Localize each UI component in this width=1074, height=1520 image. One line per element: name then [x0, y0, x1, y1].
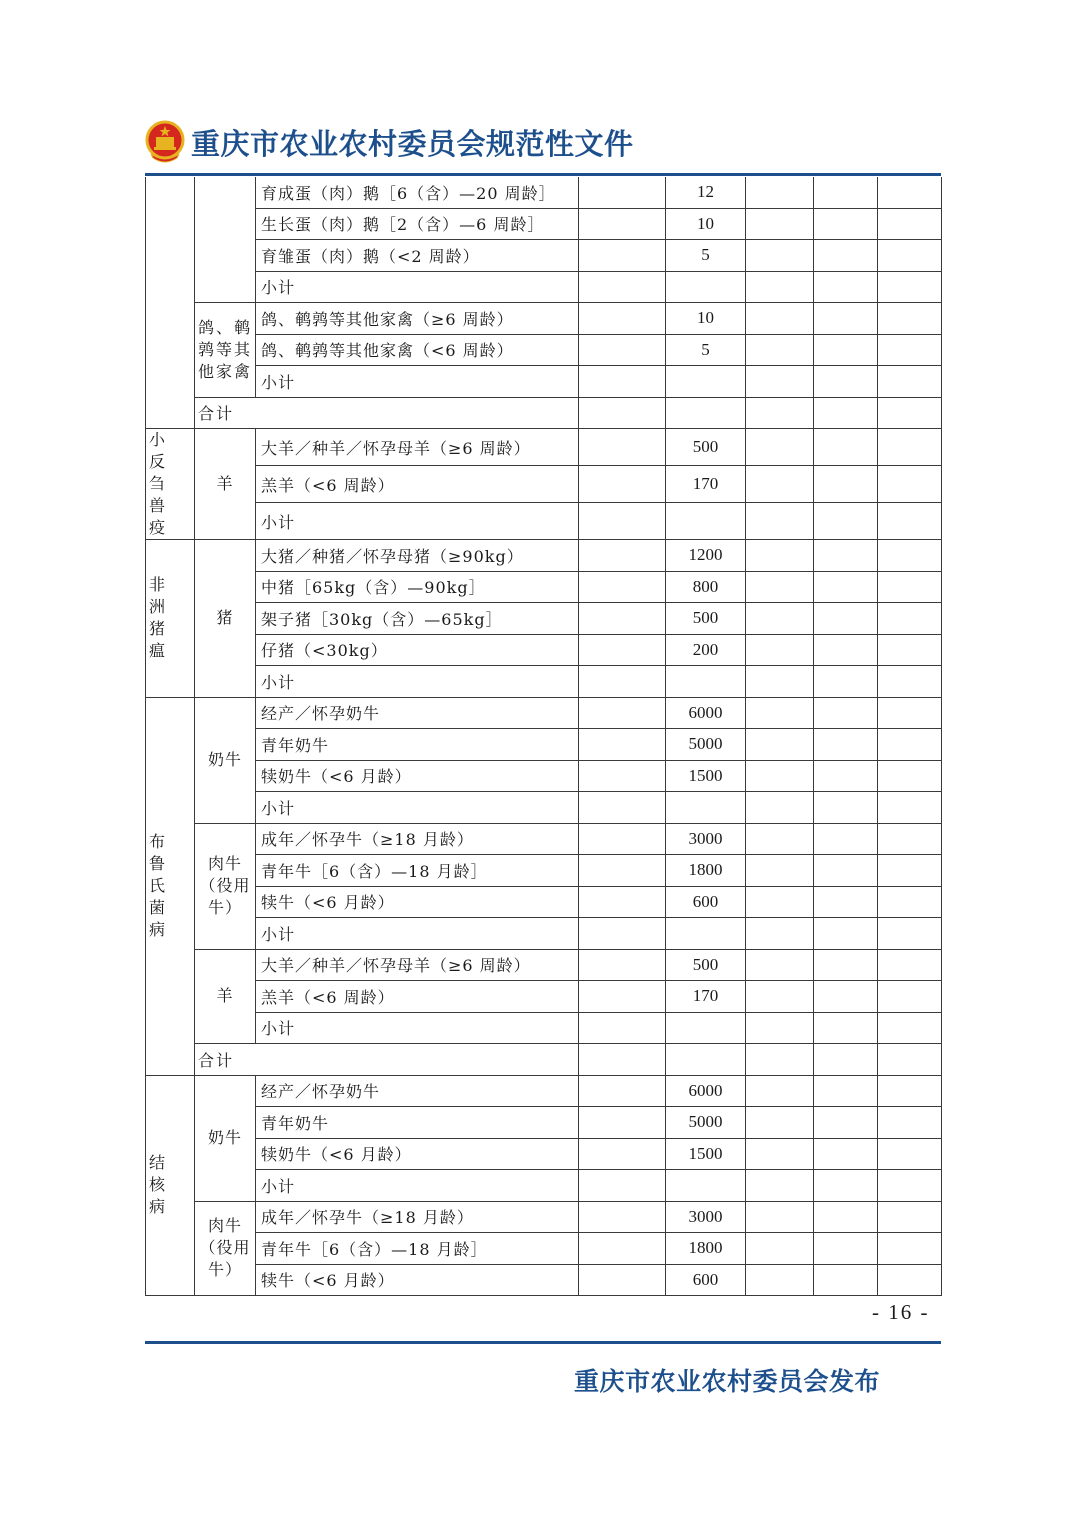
table-row: [146, 666, 942, 698]
value-cell: 10: [666, 303, 746, 335]
table-row: [146, 729, 942, 761]
item-cell: 羔羊（<6 周龄）: [256, 466, 579, 503]
value-cell: 200: [666, 634, 746, 666]
value-cell: 12: [666, 177, 746, 208]
value-cell: [666, 366, 746, 398]
disease-cell: 非洲猪瘟: [146, 540, 195, 698]
table-row: [146, 855, 942, 887]
footer-publisher: 重庆市农业农村委员会发布: [574, 1367, 881, 1396]
value-cell: 500: [666, 949, 746, 981]
value-cell: [666, 503, 746, 540]
value-cell: 600: [666, 886, 746, 918]
item-cell: 中猪［65kg（含）—90kg］: [256, 571, 579, 603]
value-cell: 500: [666, 603, 746, 635]
value-cell: 170: [666, 981, 746, 1013]
table-row: [146, 271, 942, 303]
disease-cell: 小反刍兽疫: [146, 429, 195, 540]
item-cell: 架子猪［30kg（含）—65kg］: [256, 603, 579, 635]
value-cell: [666, 918, 746, 950]
value-cell: [666, 1170, 746, 1202]
value-cell: [666, 1012, 746, 1044]
category-cell: 奶牛: [195, 1075, 256, 1201]
value-cell: 1800: [666, 1233, 746, 1265]
value-cell: 3000: [666, 1201, 746, 1233]
item-cell: 大羊／种羊／怀孕母羊（≥6 周龄）: [256, 949, 579, 981]
item-cell: 青年奶牛: [256, 1107, 579, 1139]
category-cell: 鸽、鹌鹑等其他家禽: [195, 303, 256, 398]
table-row: [146, 303, 942, 335]
category-cell: 猪: [195, 540, 256, 698]
category-cell: 羊: [195, 949, 256, 1044]
item-cell: 经产／怀孕奶牛: [256, 1075, 579, 1107]
disease-cell-continued: [146, 177, 195, 429]
subtotal-cell: 小计: [256, 1012, 579, 1044]
item-cell: 犊奶牛（<6 月龄）: [256, 760, 579, 792]
table-row: [146, 634, 942, 666]
value-cell: 5000: [666, 729, 746, 761]
item-cell: 仔猪（<30kg）: [256, 634, 579, 666]
category-cell: 肉牛（役用牛）: [195, 823, 256, 949]
table-row: [146, 1170, 942, 1202]
item-cell: 犊牛（<6 月龄）: [256, 1264, 579, 1296]
item-cell: 生长蛋（肉）鹅［2（含）—6 周龄］: [256, 208, 579, 240]
subtotal-cell: 小计: [256, 666, 579, 698]
table-row: [146, 334, 942, 366]
disease-cell: 布鲁氏菌病: [146, 697, 195, 1075]
item-cell: 青年牛［6（含）—18 月龄］: [256, 855, 579, 887]
table-row: [146, 397, 942, 429]
value-cell: 6000: [666, 1075, 746, 1107]
table-row: [146, 240, 942, 272]
value-cell: 1200: [666, 540, 746, 572]
item-cell: 青年牛［6（含）—18 月龄］: [256, 1233, 579, 1265]
header-title: 重庆市农业农村委员会规范性文件: [191, 126, 634, 161]
subtotal-cell: 小计: [256, 366, 579, 398]
table-row: [146, 503, 942, 540]
table-row: [146, 886, 942, 918]
table-row: [146, 1107, 942, 1139]
item-cell: 大猪／种猪／怀孕母猪（≥90kg）: [256, 540, 579, 572]
total-cell: 合计: [195, 397, 579, 429]
header-rule: [145, 173, 941, 176]
table-row: [146, 1012, 942, 1044]
item-cell: 犊牛（<6 月龄）: [256, 886, 579, 918]
value-cell: 1500: [666, 1138, 746, 1170]
subtotal-cell: 小计: [256, 792, 579, 824]
item-cell: 成年／怀孕牛（≥18 月龄）: [256, 1201, 579, 1233]
table-row: [146, 571, 942, 603]
footer-rule: [145, 1341, 941, 1344]
category-cell: 奶牛: [195, 697, 256, 823]
item-cell: 羔羊（<6 周龄）: [256, 981, 579, 1013]
item-cell: 青年奶牛: [256, 729, 579, 761]
item-cell: 犊奶牛（<6 月龄）: [256, 1138, 579, 1170]
table-row: [146, 949, 942, 981]
category-cell: 肉牛（役用牛）: [195, 1201, 256, 1296]
total-cell: 合计: [195, 1044, 579, 1076]
table-row: [146, 1138, 942, 1170]
item-cell: 大羊／种羊／怀孕母羊（≥6 周龄）: [256, 429, 579, 466]
table-row: [146, 429, 942, 466]
page-number: - 16 -: [872, 1300, 930, 1324]
table-row: [146, 823, 942, 855]
value-cell: 5000: [666, 1107, 746, 1139]
value-cell: 500: [666, 429, 746, 466]
item-cell: 鸽、鹌鹑等其他家禽（≥6 周龄）: [256, 303, 579, 335]
national-emblem-icon: [145, 120, 185, 164]
disease-cell: 结核病: [146, 1075, 195, 1296]
table-row: [146, 1233, 942, 1265]
value-cell: [666, 271, 746, 303]
value-cell: 10: [666, 208, 746, 240]
table-row: [146, 1201, 942, 1233]
item-cell: 鸽、鹌鹑等其他家禽（<6 周龄）: [256, 334, 579, 366]
table-row: [146, 1044, 942, 1076]
table-row: [146, 366, 942, 398]
table-row: [146, 177, 942, 208]
value-cell: 1500: [666, 760, 746, 792]
value-cell: [666, 792, 746, 824]
item-cell: 成年／怀孕牛（≥18 月龄）: [256, 823, 579, 855]
value-cell: [666, 666, 746, 698]
quota-table: [145, 177, 942, 1296]
table-row: [146, 792, 942, 824]
value-cell: 1800: [666, 855, 746, 887]
document-header: [145, 118, 634, 166]
item-cell: 育成蛋（肉）鹅［6（含）—20 周龄］: [256, 177, 579, 208]
subtotal-cell: 小计: [256, 1170, 579, 1202]
table-row: [146, 697, 942, 729]
value-cell: 3000: [666, 823, 746, 855]
category-cell-continued: [195, 177, 256, 303]
table-row: [146, 540, 942, 572]
table-row: [146, 466, 942, 503]
value-cell: 600: [666, 1264, 746, 1296]
table-row: [146, 208, 942, 240]
value-cell: 800: [666, 571, 746, 603]
subtotal-cell: 小计: [256, 503, 579, 540]
value-cell: 6000: [666, 697, 746, 729]
table-row: [146, 603, 942, 635]
item-cell: 育雏蛋（肉）鹅（<2 周龄）: [256, 240, 579, 272]
table-row: [146, 760, 942, 792]
table-row: [146, 1075, 942, 1107]
subtotal-cell: 小计: [256, 271, 579, 303]
table-row: [146, 1264, 942, 1296]
item-cell: 经产／怀孕奶牛: [256, 697, 579, 729]
category-cell: 羊: [195, 429, 256, 540]
table-row: [146, 981, 942, 1013]
value-cell: 5: [666, 240, 746, 272]
value-cell: 5: [666, 334, 746, 366]
value-cell: 170: [666, 466, 746, 503]
subtotal-cell: 小计: [256, 918, 579, 950]
table-row: [146, 918, 942, 950]
